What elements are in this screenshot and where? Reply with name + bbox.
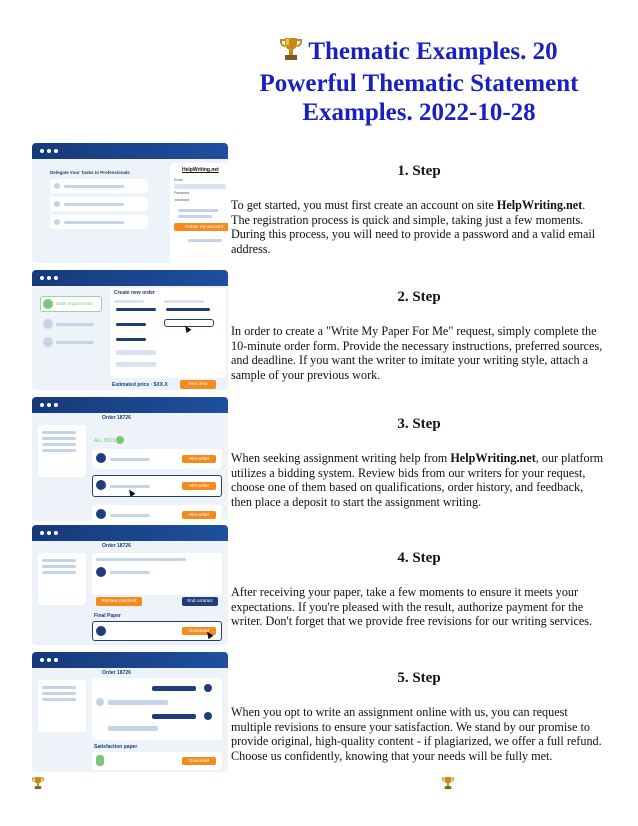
card2-heading: Create new order [114, 290, 155, 296]
card3-all-bids: ALL BIDS [94, 438, 116, 444]
trophy-icon [32, 776, 44, 795]
brand-link: HelpWriting.net [496, 198, 583, 212]
card1-brand: HelpWriting.net [182, 167, 219, 173]
trophy-icon [442, 776, 454, 795]
step-2 [231, 289, 607, 382]
step-3-text: When seeking assignment writing help from HelpWriting.net, our platform utilizes a bidding system. Review bids from our writers for your request, choose one of them based on qualifications, order history, and feedback, then place a deposit to start the assignment writing. [231, 451, 604, 509]
page-title [232, 36, 606, 127]
step-5-heading: 5. Step [397, 670, 441, 686]
step-3 [231, 416, 607, 509]
step-2-text: In order to create a "Write My Paper For Me" request, simply complete the 10-minute order form. Provide the necessary instructions, preferred sources, and deadline. If you want the writer to imitate your writing style, attach a sample of your previous work. [231, 324, 603, 382]
download-button-satisfaction[interactable]: Download [182, 757, 216, 765]
download-button-final[interactable]: Download [182, 627, 216, 635]
screenshot-release [32, 525, 228, 645]
screenshot-bids [32, 397, 228, 521]
brand-link: HelpWriting.net [450, 451, 536, 465]
next-step-button[interactable]: Next step [180, 380, 216, 389]
end-contract-button[interactable]: End contract [182, 597, 218, 606]
screenshot-revisions [32, 652, 228, 772]
step-1 [231, 163, 607, 256]
step-1-text: To get started, you must first create an account on site HelpWriting.net. The registration process is quick and simple, taking just a few moments. During this process, you will need to provide a password and a valid email address. [231, 198, 596, 256]
hire-writer-button-1[interactable]: Hire writer [182, 455, 216, 463]
screenshot-signup: Delegate Your Tasks to Professionals HelpWriting.net Email Password •••••••••• Create my account [32, 143, 228, 263]
card5-satisfaction-label: Satisfaction paper [94, 744, 138, 750]
release-payment-button[interactable]: Release payment [96, 597, 142, 606]
card4-heading: Order 18726 [102, 543, 131, 549]
card3-heading: Order 18726 [102, 415, 131, 421]
hire-writer-button-3[interactable]: Hire writer [182, 511, 216, 519]
card2-step-label: Order requirements [56, 301, 93, 306]
step-4-text: After receiving your paper, take a few moments to ensure it meets your expectations. If you're pleased with the result, authorize payment for the writer. Don't forget that we provide free revisions for our writing services. [231, 585, 593, 629]
card1-heading: Delegate Your Tasks to Professionals [50, 170, 130, 175]
step-5-text: When you opt to write an assignment online with us, you can request multiple revisions to ensure your satisfaction. We stand by our promise to provide original, high-quality content - if plagiarized, we offer a full refund. Choose us confidently, knowing that your needs will be fully met. [231, 705, 602, 763]
create-account-button[interactable]: Create my account [174, 223, 228, 231]
step-3-heading: 3. Step [397, 416, 441, 432]
card4-final-label: Final Paper [94, 613, 121, 619]
title-text: Thematic Examples. 20 Powerful Thematic Statement Examples. 2022-10-28 [259, 38, 579, 126]
screenshot-order-form [32, 270, 228, 390]
step-4-heading: 4. Step [397, 550, 441, 566]
step-1-heading: 1. Step [397, 163, 441, 179]
trophy-icon [280, 36, 302, 69]
card2-price: Estimated price · $XX.X [112, 382, 168, 388]
step-5 [231, 670, 607, 763]
title-block [232, 36, 606, 127]
step-2-heading: 2. Step [397, 289, 441, 305]
hire-writer-button-2[interactable]: Hire writer [182, 482, 216, 490]
step-4 [231, 550, 607, 629]
card5-heading: Order 18726 [102, 670, 131, 676]
